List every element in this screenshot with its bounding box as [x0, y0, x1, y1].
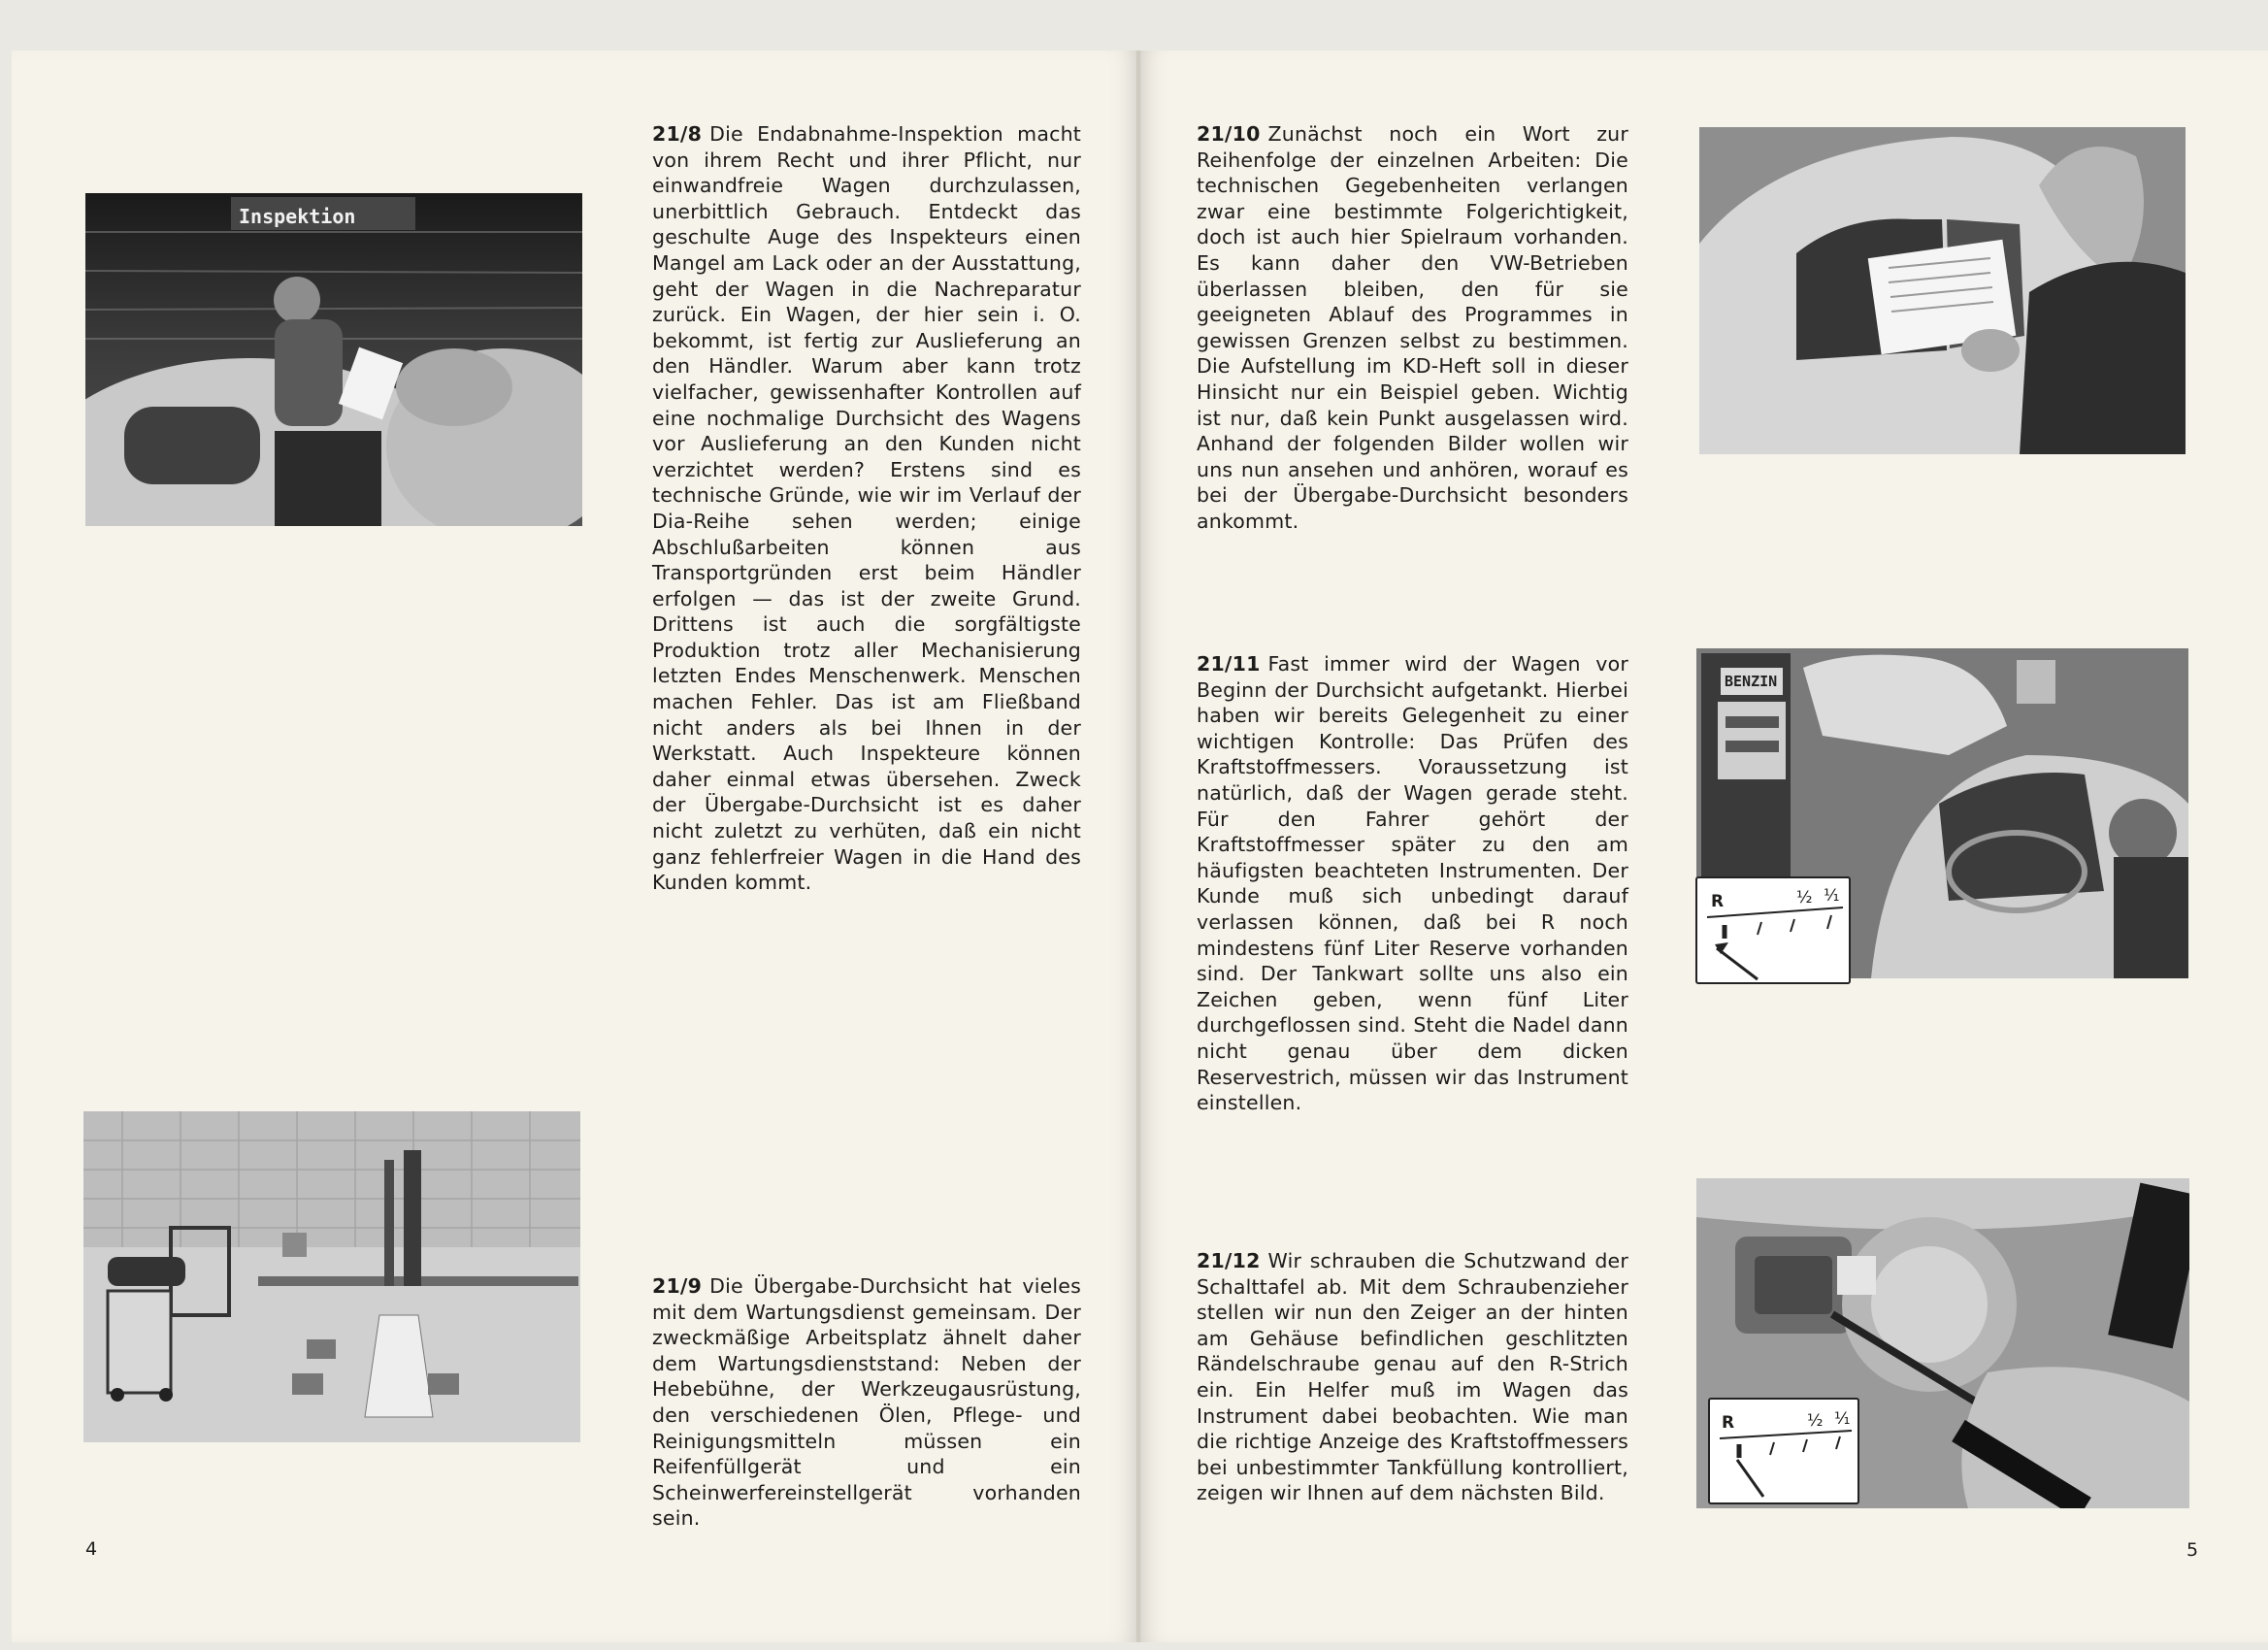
photo-workshop-bay: [83, 1111, 580, 1442]
gauge-label-reserve: R: [1711, 892, 1725, 911]
page-number-right: 5: [2186, 1539, 2199, 1561]
paragraph-label: 21/8: [652, 122, 703, 146]
gauge-label-reserve: R: [1722, 1413, 1735, 1433]
photo-inspection-line: [85, 193, 582, 526]
paragraph-label: 21/9: [652, 1274, 703, 1298]
inspection-sign-text: Inspektion: [239, 205, 356, 228]
photo-inspector-clipboard: [1699, 127, 2186, 454]
paragraph-text: Zunächst noch ein Wort zur Reihenfolge der einzelnen Arbeiten: Die technischen Gegebenheiten verlangen zwar eine bestimmte Folgerichtigkeit, doch ist auch hier Spielraum vorhanden. Es kann daher den VW-Betrieben überlassen bleiben, den für sie geeigneten Ablauf des Programmes in gewissen Grenzen selbst zu bestimmen. Die Aufstellung im KD-Heft soll in dieser Hinsicht nur ein Beispiel geben. Wichtig ist nur, daß kein Punkt ausgelassen wird. Anhand der folgenden Bilder wollen wir uns nun ansehen und anhören, worauf es bei der Übergabe-Durchsicht besonders ankommt.: [1197, 122, 1628, 533]
paragraph-text: Fast immer wird der Wagen vor Beginn der Durchsicht aufgetankt. Hierbei haben wir bereits Gelegenheit zu einer wichtigen Kontrolle: Das Prüfen des Kraftstoffmessers. Voraussetzung ist natürlich, daß der Wagen gerade steht. Für den Fahrer gehört der Kraftstoffmesser später zu den am häufigsten beachteten Instrumenten. Der Kunde muß sich unbedingt darauf verlassen können, daß bei R noch mindestens fünf Liter Reserve vorhanden sind. Der Tankwart sollte uns also ein Zeichen geben, wenn fünf Liter durchgeflossen sind. Steht die Nadel dann nicht genau über dem dicken Reservestrich, müssen wir das Instrument einstellen.: [1197, 652, 1628, 1115]
paragraph-21-12: [1197, 1248, 1628, 1506]
spine-gutter: [1136, 50, 1140, 1642]
gauge-label-half: ½: [1807, 1411, 1824, 1431]
gauge-label-full: ¹⁄₁: [1834, 1409, 1851, 1429]
benzin-pump-label: BENZIN: [1725, 673, 1778, 690]
gauge-label-half: ½: [1796, 888, 1813, 908]
gauge-label-full: ¹⁄₁: [1824, 886, 1840, 906]
paragraph-label: 21/11: [1197, 652, 1261, 676]
paragraph-21-9: [652, 1273, 1081, 1532]
paragraph-label: 21/10: [1197, 122, 1261, 146]
paragraph-label: 21/12: [1197, 1249, 1261, 1272]
fuel-gauge-inset-2: [1708, 1398, 1859, 1504]
fuel-gauge-inset-1: [1695, 876, 1851, 984]
paragraph-21-10: [1197, 121, 1628, 535]
page-number-left: 4: [85, 1538, 98, 1560]
paragraph-21-11: [1197, 651, 1628, 1116]
paragraph-text: Die Endabnahme-Inspektion macht von ihrem Recht und ihrer Pflicht, nur einwandfreie Wagen durchzulassen, unerbittlich Gebrauch. Entdeckt das geschulte Auge des Inspekteurs einen Mangel am Lack oder an der Ausstattung, geht der Wagen in die Nachreparatur zurück. Ein Wagen, der hier sein i. O. bekommt, ist fertig zur Auslieferung an den Händler. Warum aber kann trotz vielfacher, gewissenhafter Kontrollen auf eine nochmalige Durchsicht des Wagens vor Auslieferung an den Kunden nicht verzichtet werden? Erstens sind es technische Gründe, wie wir im Verlauf der Dia-Reihe sehen werden; einige Abschlußarbeiten können aus Transportgründen erst beim Händler erfolgen — das ist der zweite Grund. Drittens ist auch die sorgfältigste Produktion trotz aller Mechanisierung letzten Endes Menschenwerk. Menschen machen Fehler. Das ist am Fließband nicht anders als bei Ihnen in der Werkstatt. Auch Inspekteure können daher einmal etwas übersehen. Zweck der Übergabe-Durchsicht ist es daher nicht zuletzt zu verhüten, daß ein nicht ganz fehlerfreier Wagen in die Hand des Kunden kommt.: [652, 122, 1081, 895]
paragraph-text: Die Übergabe-Durchsicht hat vieles mit dem Wartungsdienst gemeinsam. Der zweckmäßige Arbeitsplatz ähnelt daher dem Wartungsdienststand: Neben der Hebebühne, der Werkzeugausrüstung, den verschiedenen Ölen, Pflege- und Reinigungsmitteln müssen ein Reifenfüllgerät und ein Scheinwerfereinstellgerät vorhanden sein.: [652, 1274, 1081, 1531]
paragraph-text: Wir schrauben die Schutzwand der Schalttafel ab. Mit dem Schraubenzieher stellen wir nun den Zeiger an der hinten am Gehäuse befindlichen geschlitzten Rändelschraube genau auf den R-Strich ein. Ein Helfer muß im Wagen das Instrument dabei beobachten. Wie man die richtige Anzeige des Kraftstoffmessers bei unbestimmter Tankfüllung kontrolliert, zeigen wir Ihnen auf dem nächsten Bild.: [1197, 1249, 1628, 1505]
paragraph-21-8: [652, 121, 1081, 896]
